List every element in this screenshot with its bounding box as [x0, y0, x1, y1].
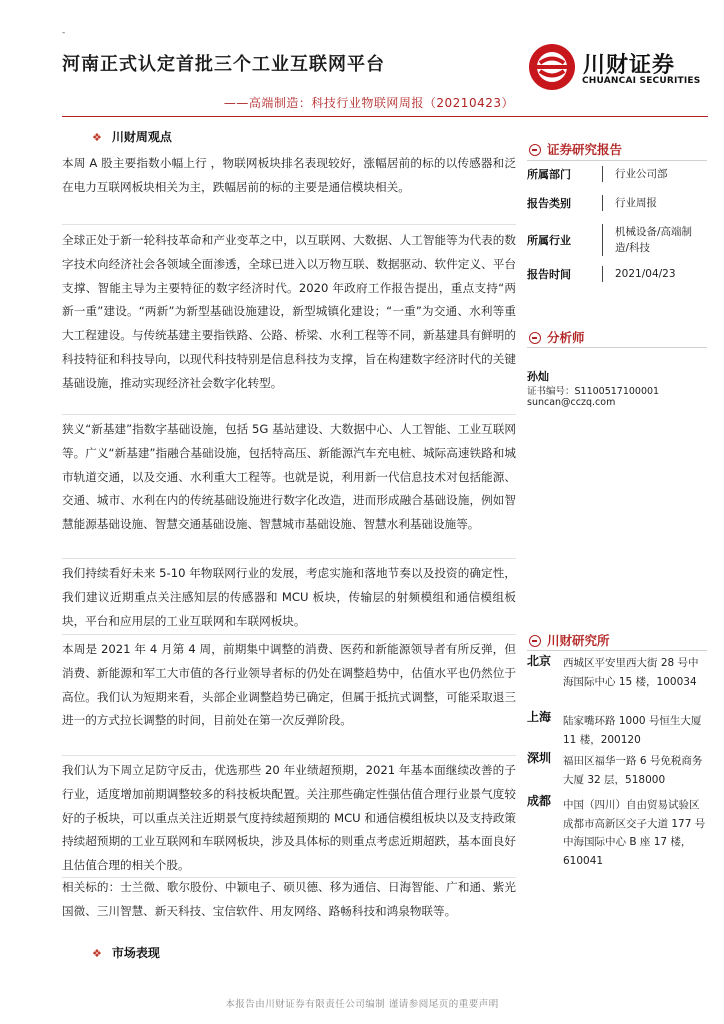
office-city-shanghai: 上海: [527, 710, 552, 724]
info-value-department: 行业公司部: [602, 166, 707, 182]
info-label-department: 所属部门: [527, 168, 571, 181]
brand-logo: [527, 40, 707, 96]
info-value-industry: 机械设备/高端制造/科技: [602, 224, 695, 256]
paragraph-5: 本周是 2021 年 4 月第 4 周，前期集中调整的消费、医药和新能源领导者有所反弹，但消费、新能源和军工大市值的各行业领导者标的仍处在调整趋势中，估值水平也仍然位于高位。我们认为短期来看，头部企业调整趋势已确定，但属于抵抗式调整，可能采取退三进一的方式拉长调整的时间，目前处在第一次反弹阶段。: [62, 642, 516, 728]
sidebar-institute-title: 川财研究所: [529, 631, 610, 649]
info-label-report-date: 报告时间: [527, 268, 571, 281]
section-marker-icon: [529, 332, 541, 344]
office-address-shanghai: 陆家嘴环路 1000 号恒生大厦 11 楼，200120: [563, 715, 702, 746]
header-dash: -: [62, 28, 66, 38]
paragraph-1: 本周 A 股主要指数小幅上行 ，物联网板块排名表现较好，涨幅居前的标的以传感器和泛在电力互联网板块相关为主，跌幅居前的标的主要是通信模块相关。: [62, 156, 516, 194]
paragraph-divider: [62, 755, 516, 756]
paragraph-6: 我们认为下周立足防守反击，优选那些 20 年业绩超预期，2021 年基本面继续改善的子行业，适度增加前期调整较多的科技板块配置。关注那些确定性强估值合理行业景气度较好的子板块，可以重点关注近期景气度持续超预期的 MCU 和通信模组板块以及支持政策持续超预期的工业互联网和车联网板块，涉及具体标的则重点考虑近期超跌，基本面良好且估值合理的相关个股。: [62, 763, 516, 873]
paragraph-divider: [62, 414, 516, 415]
section-title: 市场表现: [111, 946, 160, 960]
sidebar-divider: [527, 347, 707, 348]
analyst-name: 孙灿: [527, 370, 549, 383]
diamond-bullet-icon: ❖: [92, 947, 102, 960]
paragraph-7: 相关标的：士兰微、歌尔股份、中颖电子、硕贝德、移为通信、日海智能、广和通、紫光国微、三川智慧、新天科技、宝信软件、用友网络、路畅科技和鸿泉物联等。: [62, 880, 516, 918]
info-value-report-type: 行业周报: [602, 195, 707, 211]
logo-chinese-name: 川财证券: [583, 52, 676, 78]
diamond-bullet-icon: ❖: [92, 131, 102, 144]
paragraph-3: 狭义“新基建”指数字基础设施，包括 5G 基站建设、大数据中心、人工智能、工业互联网等。广义“新基建”指融合基础设施，包括特高压、新能源汽车充电桩、城际高速铁路和城市轨道交通，以及交通、水利重大工程等。也就是说，利用新一代信息技术对包括能源、交通、城市、水利在内的传统基础设施进行数字化改造，进而形成融合基础设施，例如智慧能源基础设施、智慧交通基础设施、智慧城市基础设施、智慧水利基础设施等。: [62, 422, 516, 532]
info-label-industry: 所属行业: [527, 234, 571, 247]
office-city-shenzhen: 深圳: [527, 751, 552, 765]
logo-emblem-icon: [527, 42, 577, 92]
footer-disclaimer: 本报告由川财证券有限责任公司编制 谨请参阅尾页的重要声明: [225, 999, 499, 1010]
analyst-email[interactable]: suncan@cczq.com: [527, 397, 616, 408]
office-address-shenzhen: 福田区福华一路 6 号免税商务大厦 32 层，518000: [563, 755, 703, 786]
section-title: 川财周观点: [111, 130, 172, 144]
section-marker-icon: [529, 144, 541, 156]
analyst-cert: 证书编号：S1100517100001: [527, 386, 660, 397]
sidebar-divider: [527, 160, 707, 161]
office-address-chengdu: 中国（四川）自由贸易试验区成都市高新区交子大道 177 号中海国际中心 B 座 17 楼，610041: [563, 799, 706, 867]
sidebar-research-title: 证券研究报告: [529, 140, 622, 158]
section-market-performance: [92, 944, 160, 961]
page-title: 河南正式认定首批三个工业互联网平台: [62, 54, 385, 75]
section-weekly-view: [92, 128, 172, 145]
office-city-chengdu: 成都: [527, 794, 552, 808]
paragraph-divider: [62, 634, 516, 635]
report-subtitle: ——高端制造：科技行业物联网周报（20210423）: [223, 96, 514, 110]
info-label-report-type: 报告类别: [527, 197, 571, 210]
header-divider: [62, 116, 708, 117]
paragraph-divider: [62, 224, 516, 225]
sidebar-analyst-title: 分析师: [529, 328, 585, 346]
office-address-beijing: 西城区平安里西大街 28 号中海国际中心 15 楼，100034: [563, 657, 699, 688]
paragraph-divider: [62, 558, 516, 559]
info-value-report-date: 2021/04/23: [602, 266, 707, 282]
office-city-beijing: 北京: [527, 654, 552, 668]
paragraph-4: 我们持续看好未来 5-10 年物联网行业的发展，考虑实施和落地节奏以及投资的确定性，我们建议近期重点关注感知层的传感器和 MCU 板块，传输层的射频模组和通信模组板块，平台和应用层的工业互联网和车联网板块。: [62, 566, 516, 628]
section-marker-icon: [529, 635, 541, 647]
paragraph-2: 全球正处于新一轮科技革命和产业变革之中，以互联网、大数据、人工智能等为代表的数字技术向经济社会各领域全面渗透，全球已进入以万物互联、数据驱动、软件定义、平台支撑、智能主导为主要特征的数字经济时代。2020 年政府工作报告提出，重点支持“两新一重”建设。“两新”为新型基础设施建设，新型城镇化建设；“一重”为交通、水利等重大工程建设。与传统基建主要指铁路、公路、桥梁、水利工程等不同，新基建具有鲜明的科技特征和科技导向，以现代科技特别是信息科技为支撑，旨在构建数字经济时代的关键基础设施，推动实现经济社会数字化转型。: [62, 233, 516, 390]
sidebar-divider: [527, 650, 707, 651]
logo-english-name: CHUANCAI SECURITIES: [582, 76, 701, 86]
